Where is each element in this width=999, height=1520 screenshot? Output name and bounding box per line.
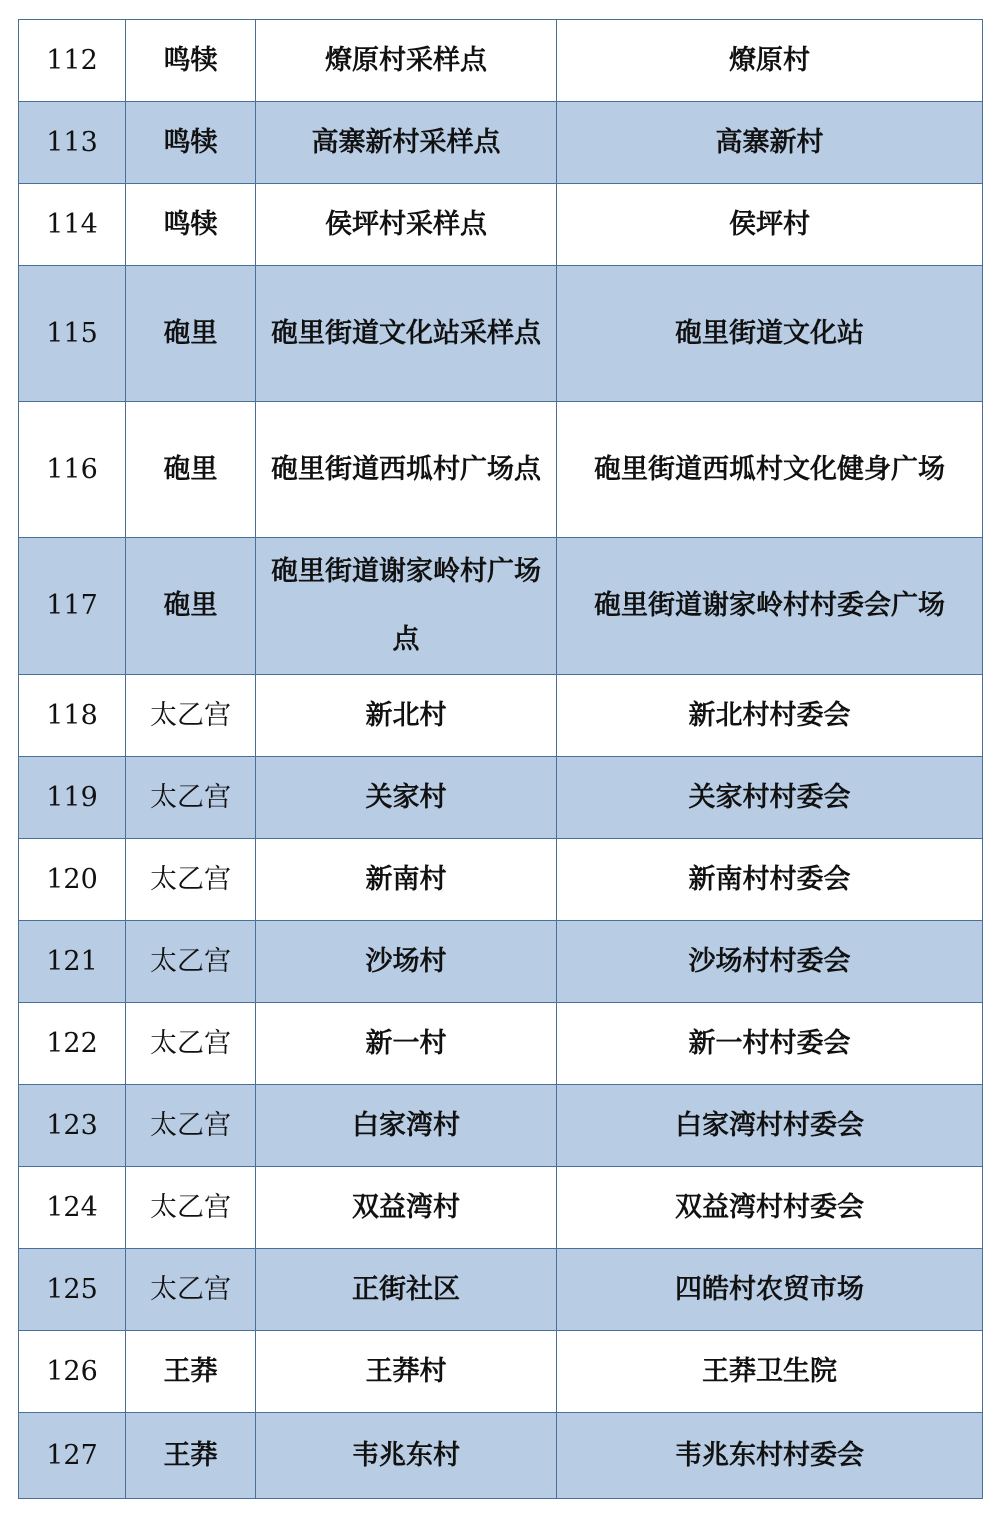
- row-number: 115: [19, 266, 126, 402]
- street-name: 太乙宫: [126, 1085, 256, 1167]
- street-name: 砲里: [126, 402, 256, 538]
- row-number: 122: [19, 1003, 126, 1085]
- sampling-site: 侯坪村采样点: [256, 184, 557, 266]
- site-location: 砲里街道文化站: [557, 266, 983, 402]
- row-number: 124: [19, 1167, 126, 1249]
- site-location: 关家村村委会: [557, 757, 983, 839]
- row-number: 112: [19, 20, 126, 102]
- table-row: [19, 839, 983, 921]
- sampling-site: 白家湾村: [256, 1085, 557, 1167]
- street-name: 太乙宫: [126, 921, 256, 1003]
- sampling-site: 砲里街道文化站采样点: [256, 266, 557, 402]
- sampling-site: 王莽村: [256, 1331, 557, 1413]
- sampling-sites-table: [18, 19, 983, 1499]
- site-location: 砲里街道谢家岭村村委会广场: [557, 538, 983, 675]
- row-number: 113: [19, 102, 126, 184]
- site-location: 四皓村农贸市场: [557, 1249, 983, 1331]
- street-name: 鸣犊: [126, 184, 256, 266]
- site-location: 侯坪村: [557, 184, 983, 266]
- table-row: [19, 675, 983, 757]
- sampling-site: 沙场村: [256, 921, 557, 1003]
- sampling-site: 韦兆东村: [256, 1413, 557, 1499]
- table-row: [19, 1167, 983, 1249]
- street-name: 王莽: [126, 1331, 256, 1413]
- site-location: 王莽卫生院: [557, 1331, 983, 1413]
- row-number: 126: [19, 1331, 126, 1413]
- table-row: [19, 20, 983, 102]
- row-number: 123: [19, 1085, 126, 1167]
- sampling-site: 砲里街道西坬村广场点: [256, 402, 557, 538]
- table-row: [19, 1413, 983, 1499]
- table-row: [19, 757, 983, 839]
- sampling-site: 新一村: [256, 1003, 557, 1085]
- street-name: 太乙宫: [126, 1003, 256, 1085]
- table-row: [19, 184, 983, 266]
- site-location: 新北村村委会: [557, 675, 983, 757]
- row-number: 117: [19, 538, 126, 675]
- site-location: 新南村村委会: [557, 839, 983, 921]
- site-location: 新一村村委会: [557, 1003, 983, 1085]
- table-row: [19, 102, 983, 184]
- row-number: 114: [19, 184, 126, 266]
- street-name: 太乙宫: [126, 1167, 256, 1249]
- site-location: 双益湾村村委会: [557, 1167, 983, 1249]
- row-number: 116: [19, 402, 126, 538]
- table-row: [19, 1249, 983, 1331]
- street-name: 太乙宫: [126, 839, 256, 921]
- table-row: [19, 921, 983, 1003]
- table-row: [19, 538, 983, 675]
- sampling-site: 高寨新村采样点: [256, 102, 557, 184]
- row-number: 121: [19, 921, 126, 1003]
- site-location: 燎原村: [557, 20, 983, 102]
- table-row: [19, 1003, 983, 1085]
- table-row: [19, 402, 983, 538]
- row-number: 125: [19, 1249, 126, 1331]
- sampling-site: 砲里街道谢家岭村广场点: [256, 538, 557, 675]
- site-location: 白家湾村村委会: [557, 1085, 983, 1167]
- sampling-site: 关家村: [256, 757, 557, 839]
- street-name: 鸣犊: [126, 20, 256, 102]
- sampling-site: 燎原村采样点: [256, 20, 557, 102]
- row-number: 119: [19, 757, 126, 839]
- street-name: 王莽: [126, 1413, 256, 1499]
- street-name: 太乙宫: [126, 675, 256, 757]
- street-name: 鸣犊: [126, 102, 256, 184]
- site-location: 韦兆东村村委会: [557, 1413, 983, 1499]
- street-name: 太乙宫: [126, 757, 256, 839]
- sampling-site: 正街社区: [256, 1249, 557, 1331]
- row-number: 127: [19, 1413, 126, 1499]
- site-location: 高寨新村: [557, 102, 983, 184]
- row-number: 120: [19, 839, 126, 921]
- street-name: 太乙宫: [126, 1249, 256, 1331]
- site-location: 砲里街道西坬村文化健身广场: [557, 402, 983, 538]
- table-row: [19, 1085, 983, 1167]
- street-name: 砲里: [126, 538, 256, 675]
- sampling-site: 双益湾村: [256, 1167, 557, 1249]
- site-location: 沙场村村委会: [557, 921, 983, 1003]
- sampling-site: 新南村: [256, 839, 557, 921]
- sampling-site: 新北村: [256, 675, 557, 757]
- table-row: [19, 266, 983, 402]
- table-row: [19, 1331, 983, 1413]
- row-number: 118: [19, 675, 126, 757]
- street-name: 砲里: [126, 266, 256, 402]
